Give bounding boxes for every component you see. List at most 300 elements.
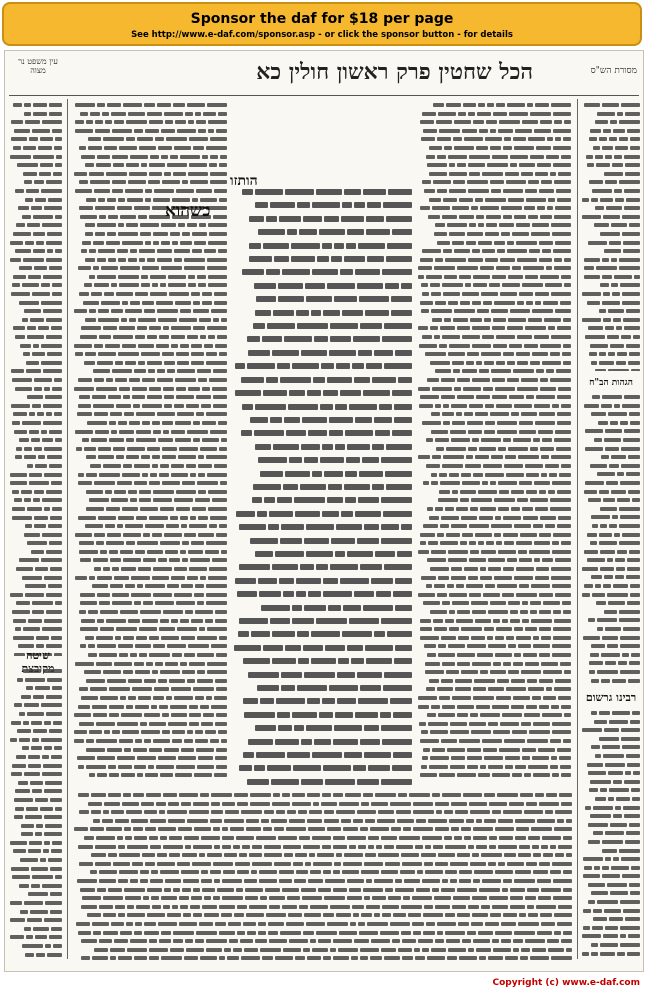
text-word bbox=[531, 584, 550, 588]
text-word bbox=[503, 189, 523, 193]
text-word bbox=[111, 498, 128, 502]
text-word bbox=[599, 490, 609, 494]
text-word bbox=[98, 309, 109, 313]
sponsor-banner[interactable] bbox=[2, 2, 642, 46]
text-word bbox=[285, 189, 314, 195]
text-word bbox=[114, 120, 124, 124]
text-word bbox=[507, 361, 515, 365]
text-word bbox=[45, 901, 62, 905]
text-word bbox=[380, 712, 391, 718]
text-word bbox=[100, 627, 114, 631]
text-word bbox=[323, 591, 352, 597]
text-word bbox=[304, 913, 321, 917]
text-word bbox=[553, 879, 572, 883]
text-word bbox=[454, 146, 474, 150]
text-word bbox=[160, 507, 174, 511]
text-word bbox=[456, 412, 462, 416]
text-word bbox=[588, 840, 600, 844]
text-word bbox=[555, 137, 561, 141]
text-word bbox=[33, 927, 49, 931]
text-word bbox=[539, 533, 551, 537]
text-word bbox=[349, 888, 361, 892]
text-word bbox=[195, 112, 201, 116]
text-word bbox=[197, 369, 211, 373]
text-word bbox=[95, 120, 103, 124]
text-word bbox=[589, 670, 595, 674]
text-word bbox=[174, 404, 184, 408]
text-word bbox=[318, 939, 331, 943]
text-word bbox=[103, 931, 118, 935]
text-word bbox=[473, 939, 490, 943]
text-word bbox=[25, 241, 34, 245]
text-word bbox=[54, 146, 62, 150]
text-word bbox=[131, 819, 148, 823]
text-word bbox=[312, 836, 331, 840]
text-word bbox=[528, 180, 539, 184]
text-word bbox=[364, 752, 391, 758]
text-word bbox=[103, 810, 109, 814]
text-word bbox=[449, 610, 455, 614]
text-word bbox=[169, 292, 189, 296]
text-word bbox=[420, 258, 433, 262]
text-word bbox=[278, 283, 303, 289]
text-word bbox=[473, 275, 490, 279]
text-word bbox=[496, 361, 505, 365]
text-word bbox=[191, 619, 203, 623]
text-word bbox=[182, 481, 195, 485]
text-word bbox=[98, 455, 114, 459]
text-word bbox=[198, 490, 206, 494]
text-word bbox=[526, 802, 537, 806]
text-word bbox=[505, 172, 519, 176]
text-word bbox=[86, 748, 105, 752]
text-word bbox=[359, 471, 383, 477]
text-word bbox=[90, 112, 100, 116]
text-word bbox=[138, 361, 145, 365]
text-word bbox=[283, 591, 294, 597]
text-word bbox=[28, 892, 48, 896]
text-word bbox=[433, 619, 443, 623]
text-word bbox=[263, 243, 289, 249]
text-word bbox=[325, 879, 345, 883]
text-word bbox=[159, 335, 169, 339]
text-word bbox=[457, 326, 470, 330]
text-word bbox=[582, 292, 601, 296]
text-word bbox=[152, 905, 161, 909]
text-word bbox=[46, 241, 62, 245]
text-word bbox=[177, 129, 196, 133]
text-word bbox=[10, 481, 27, 485]
text-word bbox=[381, 948, 396, 952]
text-word bbox=[514, 931, 535, 935]
text-word bbox=[427, 163, 447, 167]
text-word bbox=[171, 464, 184, 468]
text-word bbox=[251, 631, 270, 637]
text-word bbox=[255, 189, 283, 195]
text-word bbox=[519, 845, 530, 849]
text-word bbox=[319, 712, 333, 718]
text-word bbox=[158, 679, 167, 683]
text-word bbox=[48, 524, 62, 528]
text-word bbox=[109, 773, 119, 777]
text-word bbox=[112, 567, 119, 571]
text-word bbox=[443, 421, 450, 425]
text-word bbox=[264, 810, 274, 814]
text-word bbox=[440, 326, 455, 330]
text-word bbox=[368, 836, 379, 840]
text-word bbox=[514, 215, 526, 219]
text-word bbox=[106, 241, 120, 245]
text-word bbox=[210, 137, 227, 141]
text-word bbox=[199, 627, 205, 631]
text-word bbox=[561, 541, 571, 545]
text-word bbox=[546, 687, 552, 691]
text-word bbox=[397, 819, 414, 823]
text-word bbox=[441, 679, 453, 683]
text-word bbox=[396, 810, 411, 814]
text-word bbox=[149, 956, 159, 960]
text-word bbox=[119, 430, 134, 434]
text-word bbox=[360, 739, 380, 745]
text-word bbox=[145, 241, 151, 245]
text-word bbox=[488, 722, 498, 726]
text-word bbox=[517, 301, 524, 305]
text-word bbox=[175, 301, 191, 305]
text-word bbox=[239, 618, 268, 624]
text-word bbox=[403, 827, 411, 831]
text-word bbox=[327, 922, 348, 926]
text-word bbox=[442, 464, 463, 468]
text-word bbox=[308, 591, 321, 597]
text-word bbox=[179, 793, 198, 797]
text-word bbox=[346, 457, 360, 463]
text-word bbox=[440, 481, 460, 485]
text-word bbox=[495, 516, 501, 520]
text-word bbox=[492, 326, 505, 330]
text-word bbox=[563, 137, 571, 141]
text-word bbox=[597, 472, 615, 476]
text-word bbox=[46, 180, 62, 184]
text-word bbox=[613, 780, 622, 784]
text-word bbox=[560, 662, 571, 666]
text-word bbox=[550, 845, 556, 849]
text-word bbox=[46, 318, 62, 322]
text-word bbox=[624, 206, 640, 210]
text-word bbox=[139, 258, 145, 262]
text-word bbox=[33, 344, 39, 348]
text-word bbox=[485, 258, 498, 262]
text-word bbox=[221, 318, 227, 322]
text-word bbox=[420, 636, 439, 640]
text-word bbox=[202, 421, 216, 425]
text-word bbox=[180, 905, 188, 909]
text-word bbox=[460, 490, 476, 494]
text-word bbox=[140, 232, 151, 236]
text-word bbox=[484, 819, 496, 823]
text-word bbox=[144, 739, 151, 743]
shita-mekubetzet-title: שיטה bbox=[26, 649, 50, 662]
text-word bbox=[195, 584, 204, 588]
text-word bbox=[296, 310, 309, 316]
text-word bbox=[163, 387, 174, 391]
text-word bbox=[210, 819, 222, 823]
text-word bbox=[386, 444, 412, 450]
text-word bbox=[165, 120, 173, 124]
text-word bbox=[31, 550, 44, 554]
text-word bbox=[174, 593, 192, 597]
text-word bbox=[190, 473, 196, 477]
copyright-notice[interactable]: Copyright (c) www.e-daf.com bbox=[492, 978, 640, 988]
text-word bbox=[94, 283, 109, 287]
text-word bbox=[176, 395, 194, 399]
hagahot-habach-text bbox=[581, 393, 641, 683]
text-word bbox=[184, 653, 195, 657]
text-word bbox=[135, 550, 145, 554]
text-word bbox=[444, 318, 451, 322]
text-word bbox=[337, 698, 356, 704]
text-word bbox=[49, 729, 62, 733]
text-word bbox=[566, 853, 572, 857]
text-word bbox=[366, 658, 392, 664]
text-word bbox=[610, 891, 628, 895]
text-word bbox=[51, 927, 62, 931]
text-word bbox=[41, 283, 50, 287]
text-word bbox=[495, 827, 514, 831]
text-word bbox=[229, 939, 238, 943]
text-word bbox=[627, 601, 640, 605]
text-word bbox=[84, 361, 95, 365]
text-word bbox=[302, 896, 322, 900]
text-word bbox=[395, 645, 412, 651]
text-word bbox=[560, 765, 571, 769]
text-word bbox=[25, 524, 32, 528]
text-word bbox=[258, 457, 287, 463]
text-word bbox=[175, 438, 191, 442]
text-word bbox=[515, 819, 535, 823]
text-word bbox=[162, 421, 173, 425]
text-word bbox=[623, 249, 640, 253]
text-word bbox=[482, 481, 488, 485]
text-word bbox=[126, 223, 138, 227]
text-word bbox=[182, 670, 195, 674]
text-word bbox=[214, 696, 227, 700]
text-word bbox=[124, 827, 131, 831]
text-word bbox=[342, 631, 372, 637]
text-word bbox=[563, 931, 572, 935]
text-word bbox=[182, 853, 197, 857]
text-word bbox=[132, 862, 143, 866]
text-word bbox=[468, 258, 483, 262]
text-word bbox=[301, 779, 323, 785]
text-word bbox=[32, 738, 39, 742]
text-word bbox=[537, 163, 551, 167]
text-word bbox=[269, 896, 285, 900]
text-word bbox=[124, 888, 145, 892]
text-word bbox=[628, 679, 640, 683]
text-word bbox=[24, 180, 32, 184]
text-word bbox=[620, 636, 640, 640]
text-word bbox=[498, 507, 509, 511]
text-word bbox=[563, 739, 571, 743]
text-word bbox=[347, 551, 373, 557]
text-word bbox=[451, 524, 467, 528]
text-word bbox=[80, 593, 95, 597]
text-word bbox=[528, 687, 544, 691]
text-word bbox=[177, 369, 195, 373]
text-word bbox=[623, 241, 640, 245]
text-word bbox=[175, 378, 196, 382]
text-word bbox=[432, 206, 450, 210]
text-word bbox=[139, 627, 157, 631]
text-word bbox=[462, 533, 473, 537]
text-word bbox=[551, 103, 571, 107]
text-word bbox=[540, 516, 556, 520]
text-word bbox=[12, 490, 19, 494]
text-word bbox=[24, 703, 39, 707]
text-word bbox=[541, 180, 552, 184]
text-word bbox=[485, 421, 495, 425]
text-word bbox=[495, 636, 504, 640]
text-word bbox=[46, 490, 62, 494]
text-word bbox=[603, 318, 611, 322]
text-word bbox=[629, 352, 640, 356]
text-word bbox=[339, 931, 357, 935]
text-word bbox=[118, 765, 132, 769]
text-word bbox=[589, 788, 598, 792]
text-word bbox=[117, 524, 123, 528]
text-word bbox=[616, 326, 622, 330]
text-word bbox=[546, 369, 554, 373]
text-word bbox=[97, 103, 105, 107]
text-word bbox=[92, 705, 107, 709]
text-word bbox=[317, 853, 334, 857]
text-word bbox=[246, 827, 261, 831]
text-word bbox=[528, 765, 548, 769]
text-word bbox=[298, 658, 309, 664]
text-word bbox=[307, 819, 322, 823]
text-word bbox=[113, 163, 124, 167]
text-word bbox=[444, 146, 452, 150]
text-word bbox=[590, 129, 601, 133]
text-word bbox=[502, 283, 520, 287]
text-word bbox=[610, 421, 618, 425]
text-word bbox=[473, 473, 483, 477]
text-word bbox=[456, 584, 464, 588]
text-word bbox=[208, 120, 227, 124]
text-word bbox=[109, 687, 130, 691]
text-word bbox=[471, 206, 478, 210]
text-word bbox=[221, 438, 227, 442]
text-word bbox=[215, 344, 227, 348]
talmud-page bbox=[4, 50, 644, 972]
text-word bbox=[478, 541, 484, 545]
text-word bbox=[508, 670, 519, 674]
text-word bbox=[464, 137, 483, 141]
text-word bbox=[134, 931, 142, 935]
text-word bbox=[51, 481, 62, 485]
text-word bbox=[363, 390, 390, 396]
text-word bbox=[97, 888, 106, 892]
text-word bbox=[450, 722, 467, 726]
text-word bbox=[75, 533, 92, 537]
text-word bbox=[516, 241, 537, 245]
text-word bbox=[504, 464, 523, 468]
text-word bbox=[413, 810, 434, 814]
text-word bbox=[22, 283, 39, 287]
text-word bbox=[281, 672, 302, 678]
text-word bbox=[516, 541, 532, 545]
text-word bbox=[222, 879, 242, 883]
text-word bbox=[512, 266, 521, 270]
text-word bbox=[343, 862, 362, 866]
text-word bbox=[188, 275, 195, 279]
text-word bbox=[428, 722, 448, 726]
text-word bbox=[201, 722, 213, 726]
text-word bbox=[514, 879, 535, 883]
text-word bbox=[196, 931, 217, 935]
text-word bbox=[116, 404, 131, 408]
sponsor-banner-title[interactable]: Sponsor the daf for $18 per page bbox=[190, 11, 454, 27]
text-word bbox=[485, 473, 504, 477]
text-word bbox=[193, 326, 205, 330]
text-word bbox=[584, 584, 593, 588]
text-word bbox=[96, 739, 117, 743]
text-word bbox=[600, 524, 607, 528]
text-word bbox=[561, 939, 572, 943]
text-word bbox=[91, 793, 106, 797]
text-word bbox=[108, 793, 121, 797]
text-word bbox=[363, 888, 383, 892]
text-word bbox=[145, 129, 159, 133]
text-word bbox=[452, 905, 466, 909]
text-word bbox=[491, 189, 501, 193]
text-word bbox=[513, 438, 531, 442]
text-word bbox=[249, 216, 264, 222]
text-word bbox=[97, 773, 107, 777]
text-word bbox=[322, 444, 333, 450]
text-word bbox=[17, 678, 23, 682]
text-word bbox=[171, 326, 191, 330]
text-word bbox=[451, 827, 459, 831]
text-word bbox=[504, 853, 516, 857]
text-word bbox=[412, 896, 432, 900]
text-word bbox=[202, 155, 208, 159]
text-word bbox=[120, 266, 140, 270]
text-word bbox=[46, 712, 62, 716]
text-word bbox=[74, 827, 88, 831]
text-word bbox=[585, 335, 605, 339]
text-word bbox=[551, 756, 557, 760]
text-word bbox=[613, 584, 628, 588]
text-word bbox=[158, 558, 167, 562]
text-word bbox=[27, 223, 40, 227]
text-word bbox=[528, 137, 545, 141]
text-word bbox=[434, 896, 451, 900]
text-word bbox=[485, 232, 499, 236]
text-word bbox=[210, 155, 218, 159]
text-word bbox=[112, 369, 132, 373]
text-word bbox=[258, 931, 266, 935]
text-word bbox=[49, 541, 62, 545]
text-word bbox=[425, 670, 444, 674]
text-word bbox=[602, 866, 609, 870]
text-word bbox=[421, 576, 436, 580]
text-word bbox=[344, 853, 363, 857]
text-word bbox=[316, 564, 328, 570]
text-word bbox=[121, 318, 127, 322]
text-word bbox=[127, 905, 134, 909]
text-word bbox=[211, 802, 220, 806]
